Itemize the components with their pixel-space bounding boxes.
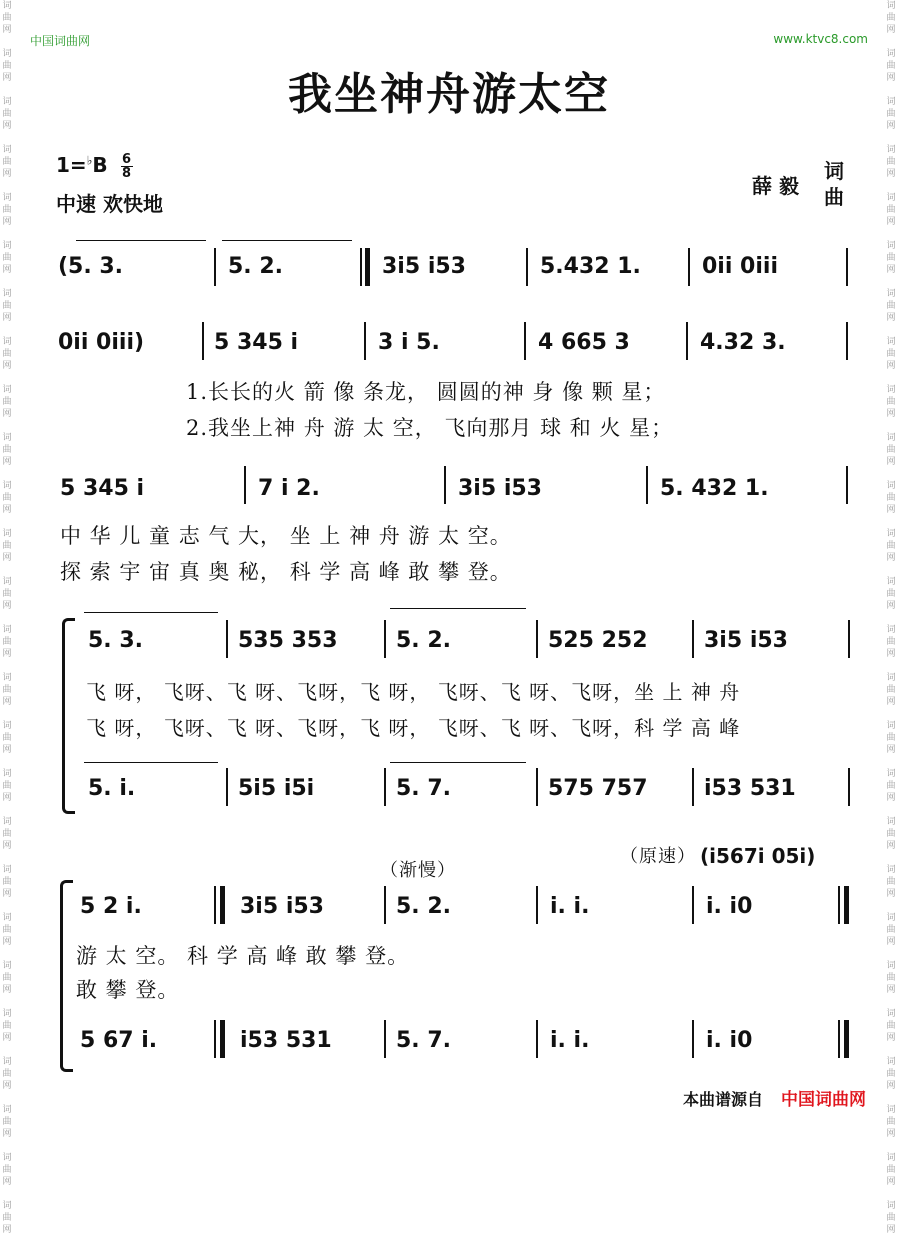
barline bbox=[688, 248, 690, 286]
watermark-glyph: 网 bbox=[2, 985, 12, 995]
barline bbox=[692, 768, 694, 806]
watermark-glyph: 曲 bbox=[886, 829, 896, 839]
watermark-glyph: 曲 bbox=[2, 925, 12, 935]
system-brace bbox=[62, 618, 75, 814]
watermark-glyph: 网 bbox=[886, 409, 896, 419]
watermark-glyph: 曲 bbox=[886, 733, 896, 743]
tie-line bbox=[76, 240, 206, 241]
watermark-glyph: 曲 bbox=[886, 205, 896, 215]
barline bbox=[524, 322, 526, 360]
watermark-glyph: 词 bbox=[2, 673, 12, 683]
row2-measure2: 5 345 i bbox=[214, 330, 299, 355]
watermark-glyph: 网 bbox=[2, 649, 12, 659]
song-title: 我坐神舟游太空 bbox=[288, 69, 610, 120]
row3-measure2: 7 i 2. bbox=[258, 476, 320, 501]
row2-measure1: 0ii 0iii) bbox=[58, 330, 145, 355]
watermark-glyph: 词 bbox=[2, 193, 12, 203]
watermark-glyph: 网 bbox=[2, 937, 12, 947]
barline bbox=[526, 248, 528, 286]
watermark-glyph: 词 bbox=[886, 961, 896, 971]
watermark-glyph: 曲 bbox=[886, 541, 896, 551]
watermark-glyph: 网 bbox=[886, 937, 896, 947]
watermark-glyph: 曲 bbox=[886, 1165, 896, 1175]
watermark-glyph: 曲 bbox=[886, 973, 896, 983]
watermark-glyph: 网 bbox=[2, 1129, 12, 1139]
watermark-glyph: 网 bbox=[886, 313, 896, 323]
watermark-glyph: 网 bbox=[2, 361, 12, 371]
row2-measure5: 4.32 3. bbox=[700, 330, 786, 355]
watermark-glyph: 词 bbox=[2, 289, 12, 299]
watermark-glyph: 词 bbox=[886, 337, 896, 347]
tie-line bbox=[390, 608, 526, 609]
watermark-glyph: 曲 bbox=[886, 61, 896, 71]
watermark-glyph: 词 bbox=[886, 145, 896, 155]
source-footer bbox=[683, 1085, 866, 1110]
barline bbox=[360, 248, 362, 286]
watermark-glyph: 网 bbox=[886, 793, 896, 803]
lyrics-final-line2: 敢 攀 登。 bbox=[76, 978, 180, 1002]
barline bbox=[244, 466, 246, 504]
watermark-glyph: 词 bbox=[886, 769, 896, 779]
watermark-glyph: 曲 bbox=[886, 685, 896, 695]
barline bbox=[536, 768, 538, 806]
watermark-glyph: 词 bbox=[2, 1201, 12, 1211]
watermark-glyph: 词 bbox=[886, 913, 896, 923]
watermark-glyph: 曲 bbox=[886, 301, 896, 311]
final-upper-measure3: 5. 2. bbox=[396, 894, 451, 919]
watermark-glyph: 网 bbox=[886, 841, 896, 851]
watermark-glyph: 词 bbox=[2, 1, 12, 11]
watermark-glyph: 曲 bbox=[886, 781, 896, 791]
watermark-glyph: 曲 bbox=[2, 61, 12, 71]
watermark-glyph: 网 bbox=[2, 601, 12, 611]
watermark-glyph: 曲 bbox=[886, 397, 896, 407]
lower-measure2: 5i5 i5i bbox=[238, 776, 315, 801]
row3-measure1: 5 345 i bbox=[60, 476, 145, 501]
watermark-glyph: 曲 bbox=[2, 157, 12, 167]
watermark-glyph: 网 bbox=[2, 505, 12, 515]
barline bbox=[214, 886, 216, 924]
watermark-glyph: 词 bbox=[886, 433, 896, 443]
watermark-glyph: 网 bbox=[2, 73, 12, 83]
watermark-glyph: 曲 bbox=[2, 973, 12, 983]
final-lower-measure4: i. i. bbox=[550, 1028, 590, 1053]
watermark-glyph: 网 bbox=[2, 121, 12, 131]
repeat-bar bbox=[220, 886, 225, 924]
lyrics-verse1-line1: 1.长长的火 箭 像 条龙， 圆圆的神 身 像 颗 星； bbox=[186, 380, 666, 404]
watermark-glyph: 网 bbox=[2, 409, 12, 419]
repeat-bar bbox=[365, 248, 370, 286]
barline bbox=[692, 620, 694, 658]
watermark-glyph: 曲 bbox=[2, 1213, 12, 1223]
watermark-glyph: 网 bbox=[886, 25, 896, 35]
barline bbox=[384, 1020, 386, 1058]
upper-measure3: 5. 2. bbox=[396, 628, 451, 653]
lyrics-verse2-line1: 2.我坐上神 舟 游 太 空， 飞向那月 球 和 火 星； bbox=[186, 416, 674, 440]
watermark-glyph: 网 bbox=[886, 265, 896, 275]
watermark-glyph: 曲 bbox=[2, 445, 12, 455]
watermark-glyph: 曲 bbox=[2, 637, 12, 647]
watermark-glyph: 网 bbox=[886, 1033, 896, 1043]
watermark-glyph: 词 bbox=[2, 865, 12, 875]
barline bbox=[848, 620, 850, 658]
barline bbox=[536, 886, 538, 924]
watermark-glyph: 词 bbox=[886, 529, 896, 539]
left-watermark-strip bbox=[0, 0, 14, 1235]
lower-measure4: 575 757 bbox=[548, 776, 648, 801]
source-label: 本曲谱源自 bbox=[682, 1090, 763, 1109]
watermark-glyph: 词 bbox=[886, 721, 896, 731]
watermark-glyph: 词 bbox=[2, 241, 12, 251]
lower-measure5: i53 531 bbox=[704, 776, 796, 801]
barline bbox=[384, 620, 386, 658]
watermark-glyph: 曲 bbox=[2, 397, 12, 407]
final-lower-measure3: 5. 7. bbox=[396, 1028, 451, 1053]
watermark-glyph: 词 bbox=[2, 385, 12, 395]
barline bbox=[692, 886, 694, 924]
barline bbox=[536, 620, 538, 658]
watermark-glyph: 网 bbox=[2, 1033, 12, 1043]
watermark-glyph: 曲 bbox=[886, 109, 896, 119]
final-lower-measure1: 5 67 i. bbox=[80, 1028, 158, 1053]
watermark-glyph: 曲 bbox=[2, 1069, 12, 1079]
repeat-bar bbox=[220, 1020, 225, 1058]
watermark-glyph: 词 bbox=[2, 145, 12, 155]
lower-measure1: 5. i. bbox=[88, 776, 136, 801]
watermark-glyph: 词 bbox=[2, 961, 12, 971]
watermark-glyph: 词 bbox=[886, 49, 896, 59]
watermark-glyph: 曲 bbox=[886, 349, 896, 359]
watermark-glyph: 词 bbox=[886, 97, 896, 107]
watermark-glyph: 网 bbox=[2, 1225, 12, 1235]
watermark-glyph: 曲 bbox=[886, 637, 896, 647]
watermark-glyph: 网 bbox=[2, 265, 12, 275]
watermark-glyph: 曲 bbox=[2, 253, 12, 263]
watermark-glyph: 曲 bbox=[2, 1117, 12, 1127]
watermark-glyph: 网 bbox=[2, 1081, 12, 1091]
row1-measure3: 3i5 i53 bbox=[382, 254, 466, 279]
tie-line bbox=[84, 762, 218, 763]
tie-line bbox=[222, 240, 352, 241]
lyricist-role: 词 bbox=[824, 159, 844, 183]
watermark-glyph: 词 bbox=[886, 1201, 896, 1211]
watermark-glyph: 词 bbox=[886, 817, 896, 827]
watermark-glyph: 曲 bbox=[886, 157, 896, 167]
barline bbox=[384, 768, 386, 806]
watermark-glyph: 词 bbox=[2, 1057, 12, 1067]
watermark-glyph: 词 bbox=[2, 529, 12, 539]
watermark-glyph: 词 bbox=[2, 721, 12, 731]
barline bbox=[848, 768, 850, 806]
system-brace bbox=[60, 880, 73, 1072]
watermark-glyph: 曲 bbox=[886, 253, 896, 263]
watermark-glyph: 词 bbox=[2, 913, 12, 923]
upper-measure1: 5. 3. bbox=[88, 628, 143, 653]
watermark-glyph: 词 bbox=[886, 1, 896, 11]
watermark-glyph: 网 bbox=[886, 1177, 896, 1187]
watermark-glyph: 曲 bbox=[2, 301, 12, 311]
watermark-glyph: 词 bbox=[886, 289, 896, 299]
watermark-glyph: 词 bbox=[886, 1105, 896, 1115]
watermark-glyph: 曲 bbox=[2, 109, 12, 119]
final-lower-measure2: i53 531 bbox=[240, 1028, 332, 1053]
watermark-glyph: 网 bbox=[886, 601, 896, 611]
watermark-glyph: 网 bbox=[886, 745, 896, 755]
final-barline-thin bbox=[838, 886, 840, 924]
watermark-glyph: 词 bbox=[886, 193, 896, 203]
row1-measure2: 5. 2. bbox=[228, 254, 283, 279]
watermark-glyph: 曲 bbox=[2, 493, 12, 503]
header-site-right[interactable]: www.ktvc8.com bbox=[773, 32, 868, 46]
watermark-glyph: 词 bbox=[2, 1105, 12, 1115]
watermark-glyph: 网 bbox=[2, 697, 12, 707]
watermark-glyph: 网 bbox=[886, 505, 896, 515]
upper-measure2: 535 353 bbox=[238, 628, 338, 653]
row1-measure4: 5.432 1. bbox=[540, 254, 641, 279]
barline bbox=[536, 1020, 538, 1058]
row3-measure3: 3i5 i53 bbox=[458, 476, 542, 501]
watermark-glyph: 曲 bbox=[2, 589, 12, 599]
barline bbox=[846, 248, 848, 286]
watermark-glyph: 词 bbox=[886, 241, 896, 251]
watermark-glyph: 网 bbox=[2, 217, 12, 227]
tempo-marking: 中速 欢快地 bbox=[56, 192, 163, 216]
row1-measure1: (5. 3. bbox=[58, 254, 124, 279]
watermark-glyph: 词 bbox=[2, 97, 12, 107]
barline bbox=[692, 1020, 694, 1058]
watermark-glyph: 网 bbox=[2, 169, 12, 179]
watermark-glyph: 词 bbox=[2, 49, 12, 59]
lyrics-verse1-line2: 中 华 儿 童 志 气 大， 坐 上 神 舟 游 太 空。 bbox=[60, 524, 512, 548]
barline bbox=[646, 466, 648, 504]
barline bbox=[846, 322, 848, 360]
watermark-glyph: 曲 bbox=[2, 829, 12, 839]
final-barline-thin bbox=[838, 1020, 840, 1058]
watermark-glyph: 网 bbox=[886, 217, 896, 227]
row3-measure4: 5. 432 1. bbox=[660, 476, 769, 501]
upper-measure5: 3i5 i53 bbox=[704, 628, 788, 653]
upper-measure4: 525 252 bbox=[548, 628, 648, 653]
watermark-glyph: 曲 bbox=[2, 781, 12, 791]
watermark-glyph: 网 bbox=[2, 25, 12, 35]
barline bbox=[202, 322, 204, 360]
watermark-glyph: 词 bbox=[886, 1153, 896, 1163]
watermark-glyph: 曲 bbox=[886, 493, 896, 503]
watermark-glyph: 网 bbox=[886, 889, 896, 899]
final-upper-measure5: i. i0 bbox=[706, 894, 753, 919]
watermark-glyph: 网 bbox=[886, 1129, 896, 1139]
watermark-glyph: 词 bbox=[2, 769, 12, 779]
tie-line bbox=[84, 612, 218, 613]
watermark-glyph: 网 bbox=[886, 985, 896, 995]
watermark-glyph: 网 bbox=[886, 169, 896, 179]
watermark-glyph: 曲 bbox=[2, 877, 12, 887]
watermark-glyph: 曲 bbox=[2, 13, 12, 23]
watermark-glyph: 曲 bbox=[886, 925, 896, 935]
a-tempo-notes: (i567i 05i) bbox=[700, 844, 816, 868]
watermark-glyph: 曲 bbox=[2, 349, 12, 359]
composer-role: 曲 bbox=[824, 185, 844, 209]
time-signature: $\frac{6}{8}$ bbox=[122, 152, 132, 181]
watermark-glyph: 网 bbox=[2, 841, 12, 851]
barline bbox=[214, 248, 216, 286]
watermark-glyph: 词 bbox=[2, 337, 12, 347]
watermark-glyph: 词 bbox=[2, 1009, 12, 1019]
barline bbox=[214, 1020, 216, 1058]
watermark-glyph: 词 bbox=[886, 673, 896, 683]
watermark-glyph: 网 bbox=[886, 697, 896, 707]
key-signature: $1=^♭B \frac{6}{8}$ bbox=[56, 152, 132, 181]
watermark-glyph: 网 bbox=[2, 457, 12, 467]
watermark-glyph: 曲 bbox=[886, 445, 896, 455]
row1-measure5: 0ii 0iii bbox=[702, 254, 778, 279]
barline bbox=[226, 768, 228, 806]
watermark-glyph: 曲 bbox=[886, 1021, 896, 1031]
barline bbox=[364, 322, 366, 360]
watermark-glyph: 曲 bbox=[886, 13, 896, 23]
source-site-link[interactable]: 中国词曲网 bbox=[781, 1090, 866, 1110]
final-barline-thick bbox=[844, 1020, 849, 1058]
watermark-glyph: 网 bbox=[886, 1081, 896, 1091]
watermark-glyph: 词 bbox=[886, 385, 896, 395]
watermark-glyph: 网 bbox=[886, 121, 896, 131]
barline bbox=[226, 620, 228, 658]
row2-measure3: 3 i 5. bbox=[378, 330, 440, 355]
header-site-left[interactable]: 中国词曲网 bbox=[30, 34, 91, 48]
watermark-glyph: 曲 bbox=[2, 541, 12, 551]
watermark-glyph: 词 bbox=[886, 577, 896, 587]
watermark-glyph: 词 bbox=[886, 865, 896, 875]
watermark-glyph: 词 bbox=[886, 1009, 896, 1019]
tie-line bbox=[390, 762, 526, 763]
watermark-glyph: 曲 bbox=[886, 877, 896, 887]
final-lower-measure5: i. i0 bbox=[706, 1028, 753, 1053]
watermark-glyph: 网 bbox=[886, 553, 896, 563]
watermark-glyph: 词 bbox=[2, 577, 12, 587]
watermark-glyph: 网 bbox=[2, 889, 12, 899]
watermark-glyph: 网 bbox=[886, 73, 896, 83]
watermark-glyph: 网 bbox=[886, 457, 896, 467]
watermark-glyph: 曲 bbox=[2, 685, 12, 695]
final-upper-measure4: i. i. bbox=[550, 894, 590, 919]
watermark-glyph: 曲 bbox=[2, 733, 12, 743]
watermark-glyph: 网 bbox=[2, 1177, 12, 1187]
watermark-glyph: 网 bbox=[886, 361, 896, 371]
final-upper-measure2: 3i5 i53 bbox=[240, 894, 324, 919]
row2-measure4: 4 665 3 bbox=[538, 330, 630, 355]
barline bbox=[444, 466, 446, 504]
watermark-glyph: 网 bbox=[2, 793, 12, 803]
lyrics-final-line1: 游 太 空。 科 学 高 峰 敢 攀 登。 bbox=[76, 944, 410, 968]
watermark-glyph: 词 bbox=[886, 625, 896, 635]
watermark-glyph: 网 bbox=[2, 553, 12, 563]
watermark-glyph: 曲 bbox=[2, 1021, 12, 1031]
barline bbox=[686, 322, 688, 360]
final-upper-measure1: 5 2 i. bbox=[80, 894, 142, 919]
watermark-glyph: 曲 bbox=[2, 205, 12, 215]
watermark-glyph: 曲 bbox=[886, 589, 896, 599]
watermark-glyph: 词 bbox=[2, 481, 12, 491]
lyrics-verse2-line2: 探 索 宇 宙 真 奥 秘， 科 学 高 峰 敢 攀 登。 bbox=[60, 560, 512, 584]
final-barline-thick bbox=[844, 886, 849, 924]
watermark-glyph: 曲 bbox=[886, 1069, 896, 1079]
watermark-glyph: 网 bbox=[886, 649, 896, 659]
watermark-glyph: 词 bbox=[2, 1153, 12, 1163]
watermark-glyph: 曲 bbox=[886, 1213, 896, 1223]
right-watermark-strip bbox=[884, 0, 898, 1235]
watermark-glyph: 曲 bbox=[2, 1165, 12, 1175]
barline bbox=[846, 466, 848, 504]
watermark-glyph: 词 bbox=[886, 481, 896, 491]
ritardando-mark: （渐慢） bbox=[380, 860, 456, 881]
watermark-glyph: 网 bbox=[2, 313, 12, 323]
watermark-glyph: 网 bbox=[2, 745, 12, 755]
watermark-glyph: 网 bbox=[886, 1225, 896, 1235]
lyrics-part-line2: 飞 呀， 飞呀、飞 呀、飞呀，飞 呀， 飞呀、飞 呀、飞呀，科 学 高 峰 bbox=[86, 716, 741, 740]
watermark-glyph: 曲 bbox=[886, 1117, 896, 1127]
composer-name: 薛 毅 bbox=[752, 174, 799, 198]
barline bbox=[384, 886, 386, 924]
lower-measure3: 5. 7. bbox=[396, 776, 451, 801]
watermark-glyph: 词 bbox=[2, 817, 12, 827]
watermark-glyph: 词 bbox=[2, 433, 12, 443]
lyrics-part-line1: 飞 呀， 飞呀、飞 呀、飞呀，飞 呀， 飞呀、飞 呀、飞呀，坐 上 神 舟 bbox=[86, 680, 741, 704]
a-tempo-mark: （原速） bbox=[620, 846, 696, 867]
watermark-glyph: 词 bbox=[886, 1057, 896, 1067]
watermark-glyph: 词 bbox=[2, 625, 12, 635]
